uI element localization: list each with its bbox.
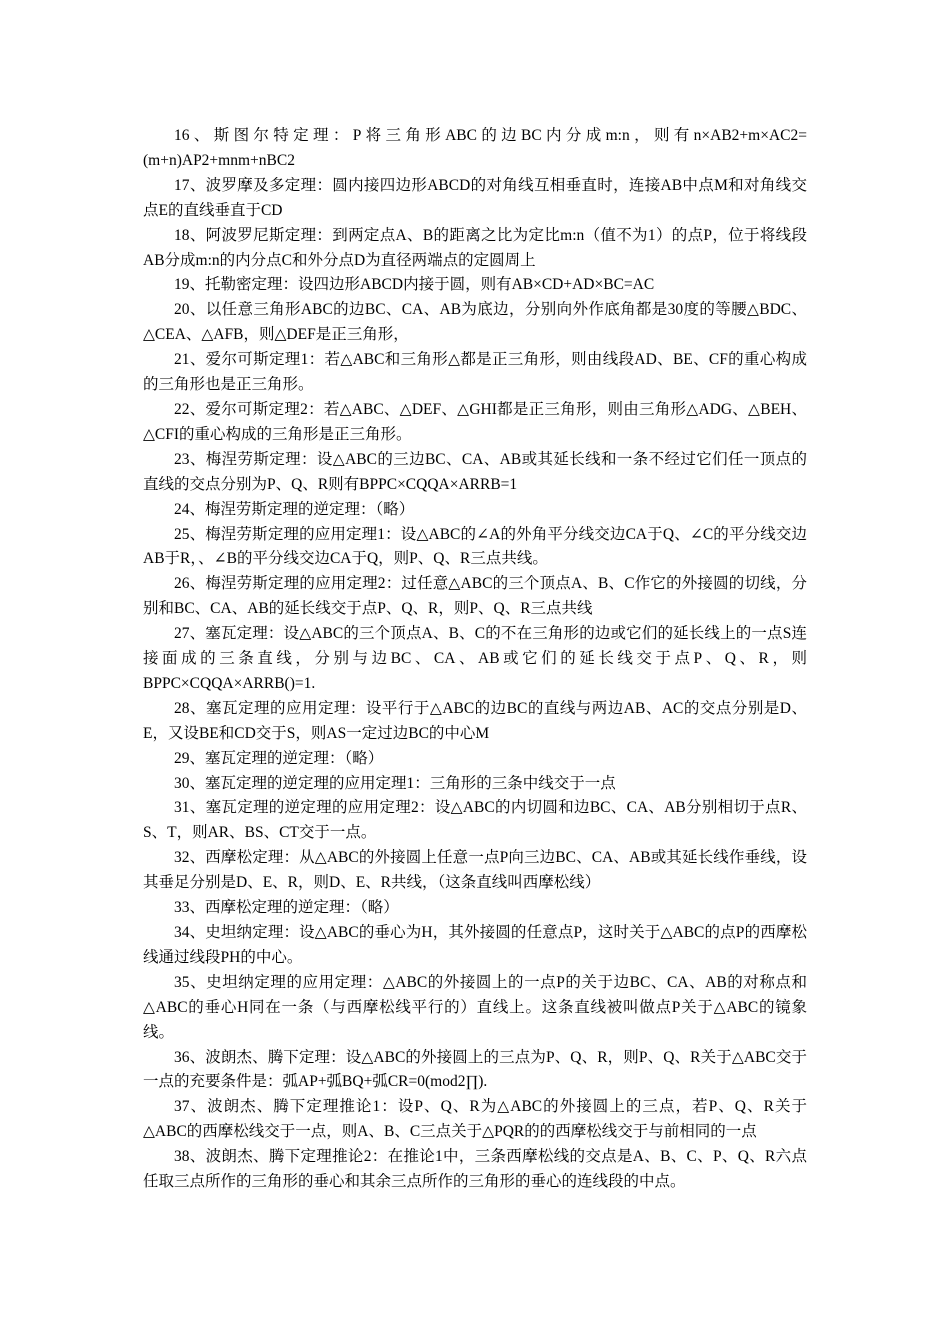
paragraph-36: 36、波朗杰、腾下定理：设△ABC的外接圆上的三点为P、Q、R，则P、Q、R关于△ABC交于一点的充要条件是：弧AP+弧BQ+弧CR=0(mod2∏). [143, 1048, 807, 1091]
paragraph-29: 29、塞瓦定理的逆定理：（略） [174, 749, 384, 767]
paragraph-38: 38、波朗杰、腾下定理推论2：在推论1中，三条西摩松线的交点是A、B、C、P、Q、R六点任取三点所作的三角形的垂心和其余三点所作的三角形的垂心的连线段的中点。 [143, 1148, 807, 1191]
paragraph-34: 34、史坦纳定理：设△ABC的垂心为H，其外接圆的任意点P，这时关于△ABC的点P的西摩松线通过线段PH的中心。 [143, 924, 807, 966]
paragraph-18: 18、阿波罗尼斯定理：到两定点A、B的距离之比为定比m:n（值不为1）的点P，位于将线段AB分成m:n的内分点C和外分点D为直径两端点的定圆周上 [143, 226, 807, 269]
paragraph-16: 16、斯图尔特定理：P将三角形ABC的边BC内分成m:n，则有n×AB2+m×AC2=(m+n)AP2+mnm+nBC2 [143, 127, 807, 169]
paragraph-28: 28、塞瓦定理的应用定理：设平行于△ABC的边BC的直线与两边AB、AC的交点分别是D、E，又设BE和CD交于S，则AS一定过边BC的中心M [143, 699, 807, 742]
paragraph-23: 23、梅涅劳斯定理：设△ABC的三边BC、CA、AB或其延长线和一条不经过它们任一顶点的直线的交点分别为P、Q、R则有BPPC×CQQA×ARRB=1 [143, 450, 807, 493]
paragraph-26: 26、梅涅劳斯定理的应用定理2：过任意△ABC的三个顶点A、B、C作它的外接圆的切线，分别和BC、CA、AB的延长线交于点P、Q、R，则P、Q、R三点共线 [143, 575, 807, 618]
paragraph-33: 33、西摩松定理的逆定理：（略） [174, 899, 399, 917]
paragraph-20: 20、以任意三角形ABC的边BC、CA、AB为底边，分别向外作底角都是30度的等腰△BDC、△CEA、△AFB，则△DEF是正三角形， [143, 301, 807, 344]
paragraph-17: 17、波罗摩及多定理：圆内接四边形ABCD的对角线互相垂直时，连接AB中点M和对角线交点E的直线垂直于CD [143, 176, 807, 219]
paragraph-19: 19、托勒密定理：设四边形ABCD内接于圆，则有AB×CD+AD×BC=AC [174, 276, 655, 294]
paragraph-21: 21、爱尔可斯定理1：若△ABC和三角形△都是正三角形，则由线段AD、BE、CF的重心构成的三角形也是正三角形。 [143, 351, 807, 394]
paragraph-32: 32、西摩松定理：从△ABC的外接圆上任意一点P向三边BC、CA、AB或其延长线作垂线，设其垂足分别是D、E、R，则D、E、R共线，（这条直线叫西摩松线） [143, 849, 807, 892]
paragraph-27: 27、塞瓦定理：设△ABC的三个顶点A、B、C的不在三角形的边或它们的延长线上的一点S连接面成的三条直线，分别与边BC、CA、AB或它们的延长线交于点P、Q、R，则BPPC×CQQA×ARRB()=1. [143, 625, 807, 692]
document-body [143, 124, 807, 1195]
paragraph-31: 31、塞瓦定理的逆定理的应用定理2：设△ABC的内切圆和边BC、CA、AB分别相切于点R、S、T，则AR、BS、CT交于一点。 [143, 799, 807, 842]
paragraph-35: 35、史坦纳定理的应用定理：△ABC的外接圆上的一点P的关于边BC、CA、AB的对称点和△ABC的垂心H同在一条（与西摩松线平行的）直线上。这条直线被叫做点P关于△ABC的镜象线。 [143, 973, 807, 1041]
paragraph-30: 30、塞瓦定理的逆定理的应用定理1：三角形的三条中线交于一点 [174, 774, 616, 792]
paragraph-37: 37、波朗杰、腾下定理推论1：设P、Q、R为△ABC的外接圆上的三点，若P、Q、R关于△ABC的西摩松线交于一点，则A、B、C三点关于△PQR的的西摩松线交于与前相同的一点 [143, 1098, 807, 1141]
paragraph-24: 24、梅涅劳斯定理的逆定理：（略） [174, 500, 415, 518]
paragraph-25: 25、梅涅劳斯定理的应用定理1：设△ABC的∠A的外角平分线交边CA于Q、∠C的平分线交边AB于R，、∠B的平分线交边CA于Q，则P、Q、R三点共线。 [143, 525, 807, 568]
paragraph-22: 22、爱尔可斯定理2：若△ABC、△DEF、△GHI都是正三角形，则由三角形△ADG、△BEH、△CFI的重心构成的三角形是正三角形。 [143, 400, 807, 443]
